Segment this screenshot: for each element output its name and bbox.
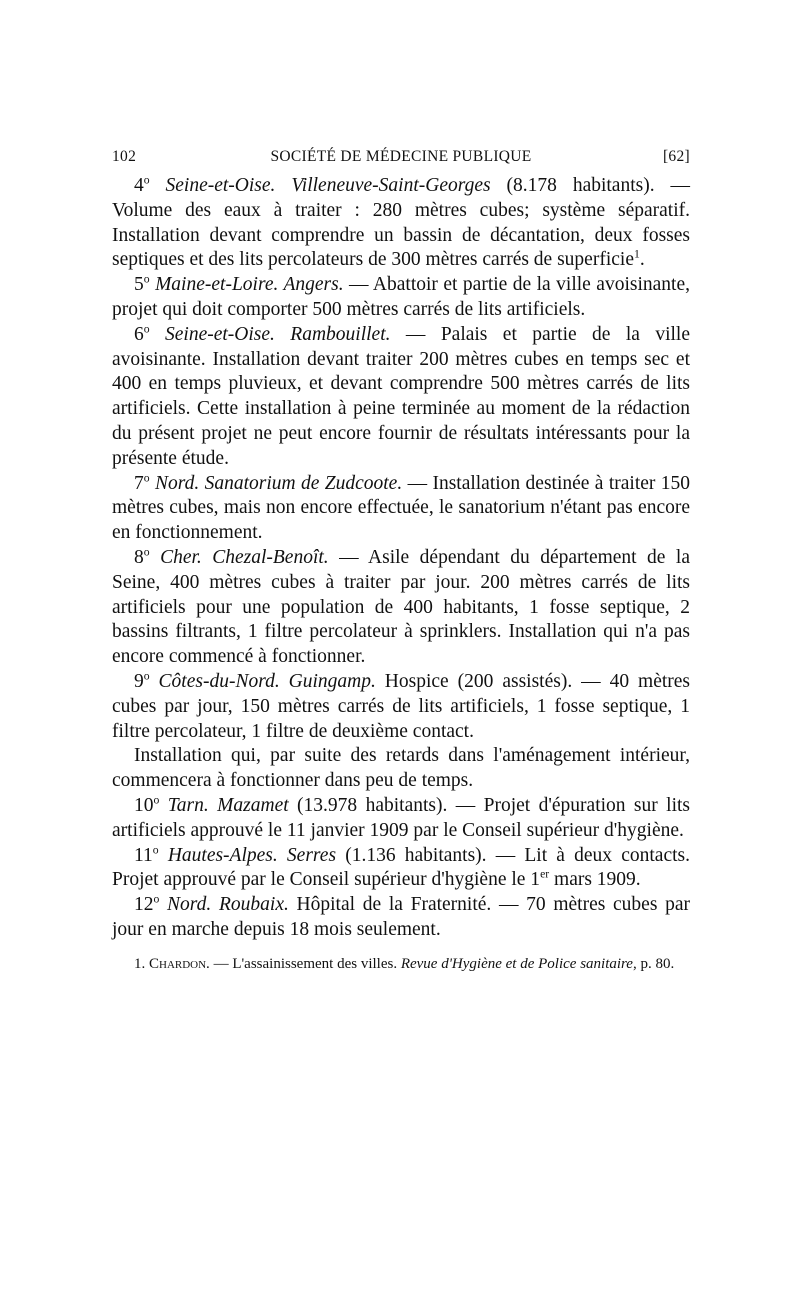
entry-ordinal: o (143, 545, 150, 559)
entry-place: Maine-et-Loire. Angers. (155, 274, 344, 296)
paragraph-entry-11 (112, 844, 690, 894)
entry-text: (13.978 habitants). — Projet d'épuration sur lits artificiels approuvé le 11 janvier 1909 par le Conseil supérieur d'hygiène. (112, 794, 690, 841)
paragraph-entry-10 (112, 794, 690, 844)
entry-place: Nord. Roubaix. (167, 894, 289, 916)
entry-number: 7 (134, 472, 144, 494)
entry-text: Installation qui, par suite des retards dans l'aménagement intérieur, commencera à fonctionner dans peu de temps. (112, 745, 690, 792)
entry-number: 8 (134, 546, 144, 568)
entry-text: Hospice (200 assistés). — 40 mètres cubes par jour, 150 mètres carrés de lits artificiels, 1 fosse septique, 1 filtre percolateur, 1 filtre de deuxième contact. (112, 670, 691, 742)
body-text (112, 174, 690, 943)
date-ordinal: er (540, 867, 550, 881)
paragraph-entry-6 (112, 323, 690, 472)
entry-number: 11 (134, 844, 153, 866)
entry-place: Cher. Chezal-Benoît. (160, 546, 329, 568)
entry-text-end: . (639, 249, 645, 271)
entry-number: 12 (134, 894, 154, 916)
entry-text: — Abattoir et partie de la ville avoisinante, projet qui doit comporter 500 mètres carrés de lits artificiels. (112, 274, 690, 320)
entry-ordinal: o (153, 793, 160, 807)
paragraph-entry-9 (112, 670, 690, 744)
footnote (112, 955, 690, 975)
paragraph-entry-4 (112, 174, 690, 273)
entry-place: Hautes-Alpes. Serres (167, 844, 337, 866)
entry-text: — Installation destinée à traiter 150 mètres cubes, mais non encore effectuée, le sanatorium n'étant pas encore en fonctionnement. (112, 472, 691, 544)
entry-place: Tarn. Mazamet (167, 794, 289, 816)
document-page (112, 140, 690, 974)
entry-ordinal: o (153, 892, 160, 906)
entry-text: — Palais et partie de la ville avoisinante. Installation devant traiter 200 mètres cubes en temps sec et 400 en temps pluvieux, et devant comprendre 500 mètres carrés de lits artificiels. Cette installation à peine terminée au moment de la rédaction du présent projet ne peut encore fournir de résultats intéressants pour la présente étude. (112, 323, 690, 469)
entry-number: 6 (134, 323, 144, 345)
footnote-journal: Revue d'Hygiène et de Police sanitaire (400, 955, 633, 972)
entry-ordinal: o (143, 669, 150, 683)
entry-number: 10 (134, 794, 154, 816)
entry-ordinal: o (143, 173, 150, 187)
paragraph-entry-7 (112, 472, 690, 546)
footnote-title: — L'assainissement des villes. (209, 955, 401, 972)
running-head (112, 140, 690, 170)
paragraph-entry-5 (112, 273, 690, 323)
entry-ordinal: o (152, 843, 159, 857)
entry-text: (8.178 habitants). — Volume des eaux à traiter : 280 mètres cubes; système séparatif. Installation devant comprendre un bassin de décantation, deux fosses septiques et des lits percolateurs de 300 mètres carrés de superficie (112, 175, 691, 271)
paragraph-installation-note (112, 744, 690, 794)
entry-place: Seine-et-Oise. Rambouillet. (165, 323, 391, 345)
entry-ordinal: o (143, 471, 150, 485)
paragraph-entry-12 (112, 893, 690, 943)
entry-text-end: mars 1909. (549, 869, 641, 891)
entry-number: 4 (134, 175, 144, 196)
entry-number: 5 (134, 274, 144, 296)
footnote-pages: , p. 80. (632, 955, 675, 972)
paragraph-entry-8 (112, 546, 690, 670)
page-number: 102 (112, 148, 137, 165)
entry-ordinal: o (143, 272, 150, 286)
entry-text: — Asile dépendant du département de la Seine, 400 mètres cubes à traiter par jour. 200 mètres carrés de lits artificiels pour une population de 400 habitants, 1 fosse septique, 2 bassins filtrants, 1 filtre percolateur à sprinklers. Installation qui n'a pas encore commencé à fonctionner. (112, 546, 690, 668)
footnote-text (112, 955, 690, 975)
entry-text: Hôpital de la Fraternité. — 70 mètres cubes par jour en marche depuis 18 mois seulement. (112, 894, 691, 940)
entry-number: 9 (134, 670, 144, 692)
entry-ordinal: o (143, 322, 150, 336)
entry-text: (1.136 habitants). — Lit à deux contacts. Projet approuvé par le Conseil supérieur d'hygiène le 1 (112, 844, 690, 891)
entry-place: Nord. Sanatorium de Zudcoote. (154, 472, 403, 494)
footnote-number: 1. (134, 955, 146, 972)
entry-place: Côtes-du-Nord. Guingamp. (158, 670, 376, 692)
footnote-ref: 1 (633, 247, 640, 261)
header-ref: [62] (662, 148, 690, 165)
footnote-author: Chardon. (149, 955, 210, 972)
entry-place: Seine-et-Oise. Villeneuve-Saint-Georges (165, 175, 491, 196)
header-title: SOCIÉTÉ DE MÉDECINE PUBLIQUE (270, 148, 532, 165)
